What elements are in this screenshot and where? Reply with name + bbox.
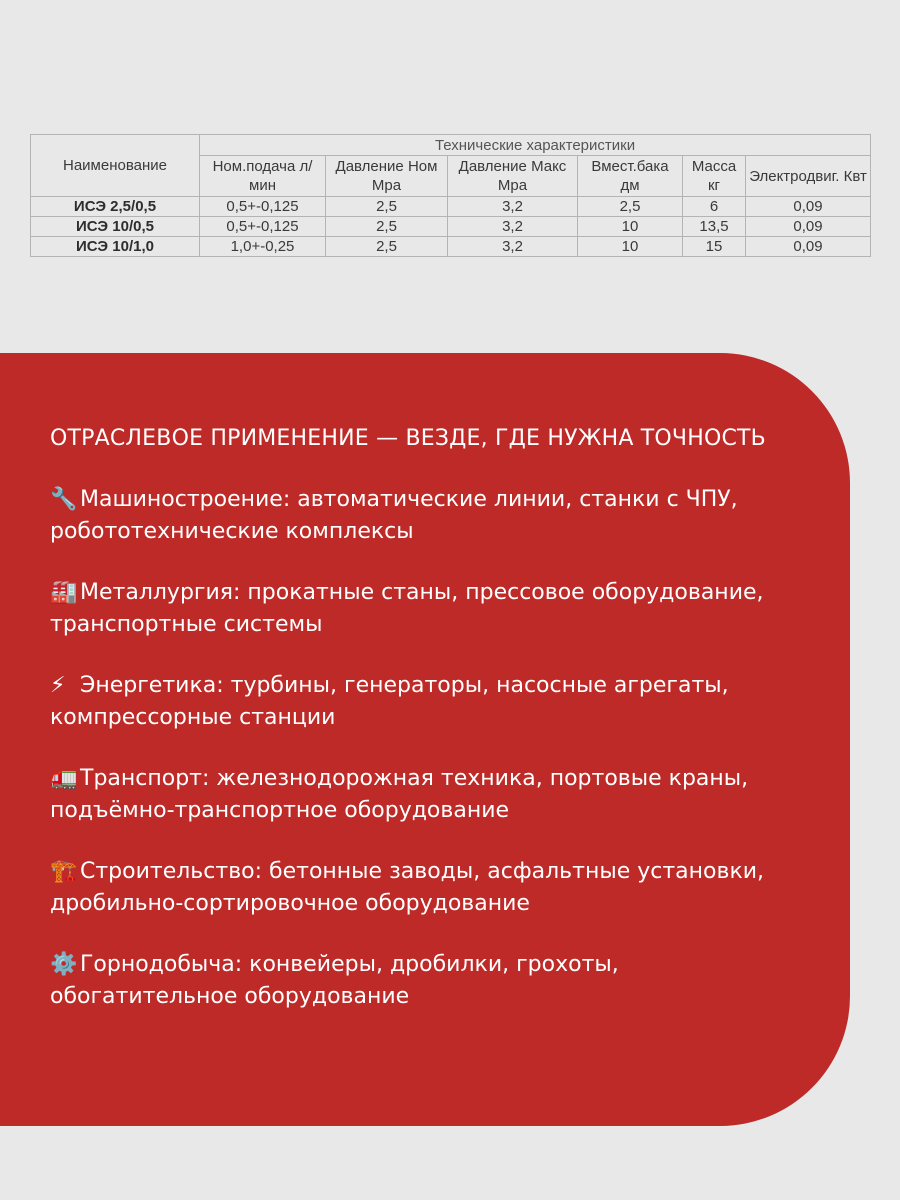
industry-item bbox=[50, 856, 810, 920]
cell-tank: 10 bbox=[578, 217, 683, 237]
cell-flow: 0,5+-0,125 bbox=[200, 197, 326, 217]
industry-item bbox=[50, 484, 810, 548]
header-mass: Масса кг bbox=[683, 156, 746, 197]
header-motor: Электродвиг. Квт bbox=[746, 156, 871, 197]
table-row bbox=[31, 237, 871, 257]
cell-name: ИСЭ 2,5/0,5 bbox=[31, 197, 200, 217]
wrench-icon: 🔧 bbox=[50, 487, 78, 512]
table-row bbox=[31, 217, 871, 237]
gear-icon: ⚙️ bbox=[50, 952, 78, 977]
industry-item-text: Горнодобыча: конвейеры, дробилки, грохоты, обогатительное оборудование bbox=[50, 952, 619, 1009]
truck-icon: 🚛 bbox=[50, 766, 78, 791]
cell-pressure-max: 3,2 bbox=[448, 237, 578, 257]
cell-pressure-nom: 2,5 bbox=[326, 217, 448, 237]
cell-pressure-max: 3,2 bbox=[448, 217, 578, 237]
lightning-icon: ⚡ bbox=[50, 673, 66, 698]
industry-item bbox=[50, 949, 810, 1013]
industry-applications-card bbox=[0, 353, 850, 1126]
card-heading: ОТРАСЛЕВОЕ ПРИМЕНЕНИЕ — ВЕЗДЕ, ГДЕ НУЖНА ТОЧНОСТЬ bbox=[50, 426, 766, 451]
cell-name: ИСЭ 10/1,0 bbox=[31, 237, 200, 257]
header-name: Наименование bbox=[31, 135, 200, 197]
industry-item-text: Строительство: бетонные заводы, асфальтные установки, дробильно-сортировочное оборудование bbox=[50, 859, 765, 916]
industry-item-text: Энергетика: турбины, генераторы, насосные агрегаты, компрессорные станции bbox=[50, 673, 729, 730]
cell-motor: 0,09 bbox=[746, 197, 871, 217]
cell-pressure-nom: 2,5 bbox=[326, 197, 448, 217]
cell-flow: 1,0+-0,25 bbox=[200, 237, 326, 257]
cell-mass: 13,5 bbox=[683, 217, 746, 237]
cell-mass: 6 bbox=[683, 197, 746, 217]
cell-tank: 10 bbox=[578, 237, 683, 257]
industry-item-text: Машиностроение: автоматические линии, станки с ЧПУ, робототехнические комплексы bbox=[50, 487, 738, 544]
cell-pressure-max: 3,2 bbox=[448, 197, 578, 217]
factory-icon: 🏭 bbox=[50, 580, 78, 605]
cell-flow: 0,5+-0,125 bbox=[200, 217, 326, 237]
table-row bbox=[31, 197, 871, 217]
header-flow: Ном.подача л/ мин bbox=[200, 156, 326, 197]
header-technical-specs: Технические характеристики bbox=[200, 135, 871, 156]
industry-item bbox=[50, 763, 810, 827]
industry-item-text: Транспорт: железнодорожная техника, портовые краны, подъёмно-транспортное оборудование bbox=[50, 766, 749, 823]
specifications-table bbox=[30, 134, 871, 257]
header-pressure-max: Давление Макс Мра bbox=[448, 156, 578, 197]
header-tank: Вмест.бака дм bbox=[578, 156, 683, 197]
cell-mass: 15 bbox=[683, 237, 746, 257]
cell-motor: 0,09 bbox=[746, 237, 871, 257]
cell-tank: 2,5 bbox=[578, 197, 683, 217]
cell-motor: 0,09 bbox=[746, 217, 871, 237]
crane-icon: 🏗️ bbox=[50, 859, 78, 884]
header-pressure-nom: Давление Ном Мра bbox=[326, 156, 448, 197]
industry-item bbox=[50, 577, 810, 641]
cell-pressure-nom: 2,5 bbox=[326, 237, 448, 257]
industry-item bbox=[50, 670, 810, 734]
industry-item-text: Металлургия: прокатные станы, прессовое оборудование, транспортные системы bbox=[50, 580, 764, 637]
cell-name: ИСЭ 10/0,5 bbox=[31, 217, 200, 237]
